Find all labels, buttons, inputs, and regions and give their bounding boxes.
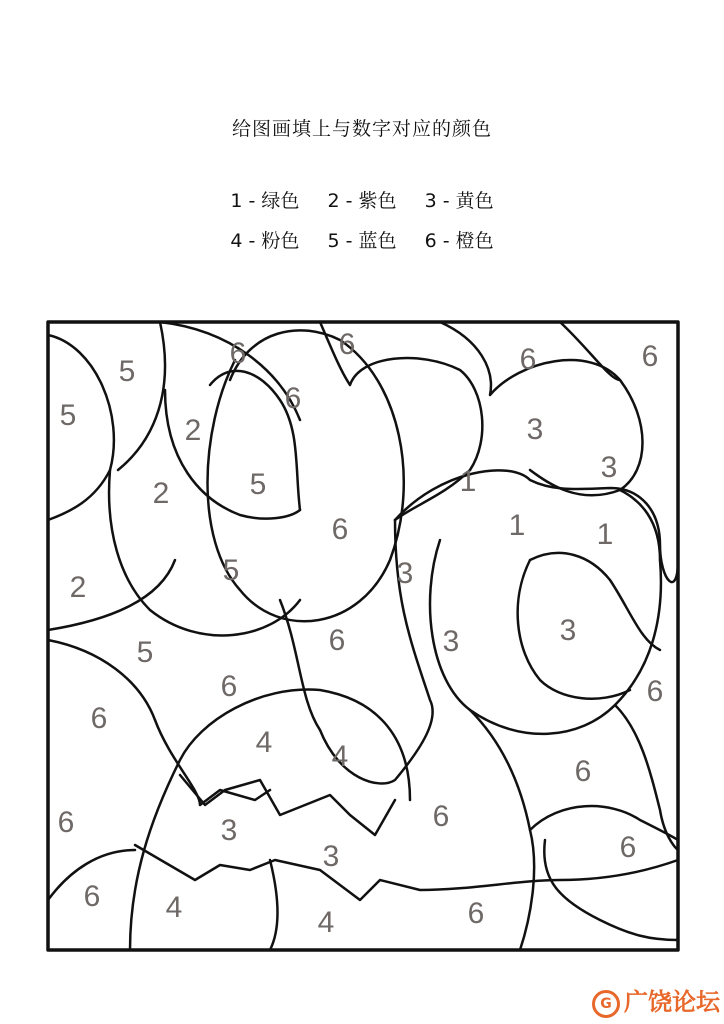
region-number: 1 <box>459 465 477 498</box>
outline-inner-right <box>518 553 660 699</box>
region-number: 3 <box>322 840 340 873</box>
watermark-text: 广饶论坛 <box>624 988 720 1016</box>
region-number: 5 <box>118 355 136 388</box>
region-number: 6 <box>90 702 108 735</box>
region-number: 5 <box>59 399 77 432</box>
watermark-logo <box>592 982 720 1018</box>
region-number: 6 <box>229 337 247 370</box>
region-number: 4 <box>165 891 183 924</box>
legend-color-name: 粉色 <box>261 230 300 252</box>
outline-zigzag <box>180 775 395 835</box>
region-number: 4 <box>331 740 349 773</box>
legend-number: 4 <box>230 230 243 252</box>
region-number: 3 <box>526 413 544 446</box>
outline-bottom-right <box>530 806 678 940</box>
outline-center-right <box>430 540 661 734</box>
legend-separator: - <box>345 190 353 212</box>
outline-left-bump <box>118 322 165 470</box>
region-number: 6 <box>284 382 302 415</box>
outline-left-top <box>48 335 114 520</box>
region-number: 6 <box>467 897 485 930</box>
legend-separator: - <box>442 230 450 252</box>
legend-number: 5 <box>327 230 340 252</box>
region-number: 3 <box>396 557 414 590</box>
outline-center-loop <box>395 470 678 582</box>
region-number: 6 <box>331 513 349 546</box>
region-number: 2 <box>152 477 170 510</box>
legend-separator: - <box>248 230 256 252</box>
region-number: 3 <box>442 625 460 658</box>
region-number: 6 <box>328 624 346 657</box>
outline-bottom-center <box>270 860 278 950</box>
legend-number: 1 <box>230 190 243 212</box>
region-number: 2 <box>69 571 87 604</box>
region-number: 1 <box>508 509 526 542</box>
region-number: 6 <box>220 670 238 703</box>
legend-separator: - <box>442 190 450 212</box>
region-number: 6 <box>646 675 664 708</box>
legend-color-name: 黄色 <box>455 190 494 212</box>
legend-separator: - <box>345 230 353 252</box>
region-number: 6 <box>619 831 637 864</box>
region-number: 4 <box>317 906 335 939</box>
region-number: 6 <box>83 880 101 913</box>
legend-number: 3 <box>424 190 437 212</box>
region-number: 3 <box>220 814 238 847</box>
region-numbers <box>58 328 664 939</box>
page-title: 给图画填上与数字对应的颜色 <box>231 118 492 140</box>
outline-mid-left-blob <box>48 640 270 805</box>
outline-bottom-zigzag <box>135 845 678 900</box>
logo-g-icon: G <box>592 990 620 1018</box>
legend-color-name: 蓝色 <box>358 230 397 252</box>
legend-number: 2 <box>327 190 340 212</box>
legend-color-name: 绿色 <box>261 190 300 212</box>
region-number: 2 <box>184 414 202 447</box>
region-number: 6 <box>57 806 75 839</box>
region-number: 5 <box>249 468 267 501</box>
region-number: 5 <box>222 554 240 587</box>
legend-separator: - <box>248 190 256 212</box>
legend-color-name: 紫色 <box>358 190 397 212</box>
legend-number: 6 <box>424 230 437 252</box>
region-number: 3 <box>559 614 577 647</box>
region-number: 6 <box>432 800 450 833</box>
region-number: 6 <box>338 328 356 361</box>
outline-mid-left-arc <box>165 390 300 519</box>
region-number: 6 <box>519 343 537 376</box>
region-number: 3 <box>600 451 618 484</box>
region-number: 6 <box>641 340 659 373</box>
region-number: 4 <box>255 726 273 759</box>
region-number: 6 <box>574 755 592 788</box>
region-number: 5 <box>136 636 154 669</box>
region-number: 1 <box>596 518 614 551</box>
legend-color-name: 橙色 <box>455 230 494 252</box>
outline-right-edge <box>615 705 678 850</box>
